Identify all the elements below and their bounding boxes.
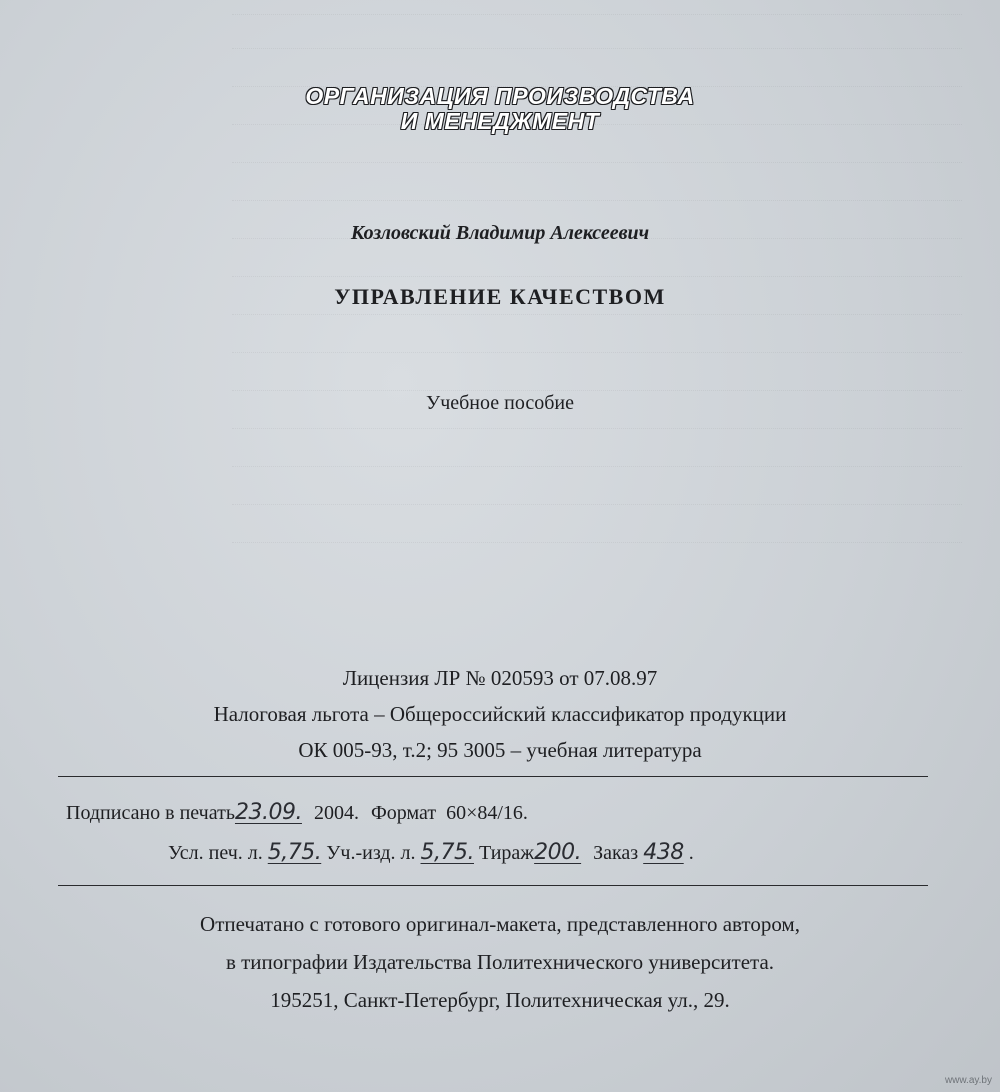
signed-label: Подписано в печать bbox=[66, 802, 235, 824]
print-year: 2004. bbox=[313, 802, 359, 824]
series-title bbox=[180, 84, 820, 134]
uch-label: Уч.-изд. л. bbox=[326, 842, 416, 864]
zakaz-label: Заказ bbox=[593, 842, 639, 864]
imprint-line-signed bbox=[66, 800, 528, 825]
book-title: УПРАВЛЕНИЕ КАЧЕСТВОМ bbox=[334, 284, 666, 309]
author-name: Козловский Владимир Алексеевич bbox=[350, 222, 650, 244]
tirazh-value-handwritten: 200. bbox=[534, 840, 582, 865]
license-line3: ОК 005-93, т.2; 95 3005 – учебная литература bbox=[298, 738, 702, 762]
usl-label: Усл. печ. л. bbox=[168, 842, 263, 864]
book-subtitle: Учебное пособие bbox=[426, 392, 574, 414]
uch-value-handwritten: 5,75. bbox=[420, 840, 474, 865]
imprint-line-sheets bbox=[168, 840, 694, 865]
format-label: Формат bbox=[370, 802, 437, 824]
series-title-line2: И МЕНЕДЖМЕНТ bbox=[400, 108, 600, 134]
series-title-line1: ОРГАНИЗАЦИЯ ПРОИЗВОДСТВА bbox=[305, 83, 695, 109]
zakaz-value-handwritten: 438 bbox=[643, 840, 684, 865]
zakaz-end: . bbox=[688, 842, 694, 864]
license-block bbox=[80, 660, 920, 768]
divider-top bbox=[58, 776, 928, 777]
printing-line2: в типографии Издательства Политехнического университета. bbox=[225, 950, 775, 974]
printing-line3: 195251, Санкт-Петербург, Политехническая ул., 29. bbox=[270, 988, 730, 1012]
license-line1: Лицензия ЛР № 020593 от 07.08.97 bbox=[342, 666, 658, 690]
signed-date-handwritten: 23.09. bbox=[234, 800, 302, 825]
usl-value-handwritten: 5,75. bbox=[267, 840, 322, 865]
divider-bottom bbox=[58, 885, 928, 886]
site-watermark: www.ay.by bbox=[944, 1075, 992, 1086]
format-value: 60×84/16. bbox=[446, 802, 528, 824]
printing-info-block bbox=[80, 905, 920, 1019]
license-line2: Налоговая льгота – Общероссийский классификатор продукции bbox=[213, 702, 787, 726]
printing-line1: Отпечатано с готового оригинал-макета, представленного автором, bbox=[200, 912, 800, 936]
tirazh-label: Тираж bbox=[479, 842, 535, 864]
